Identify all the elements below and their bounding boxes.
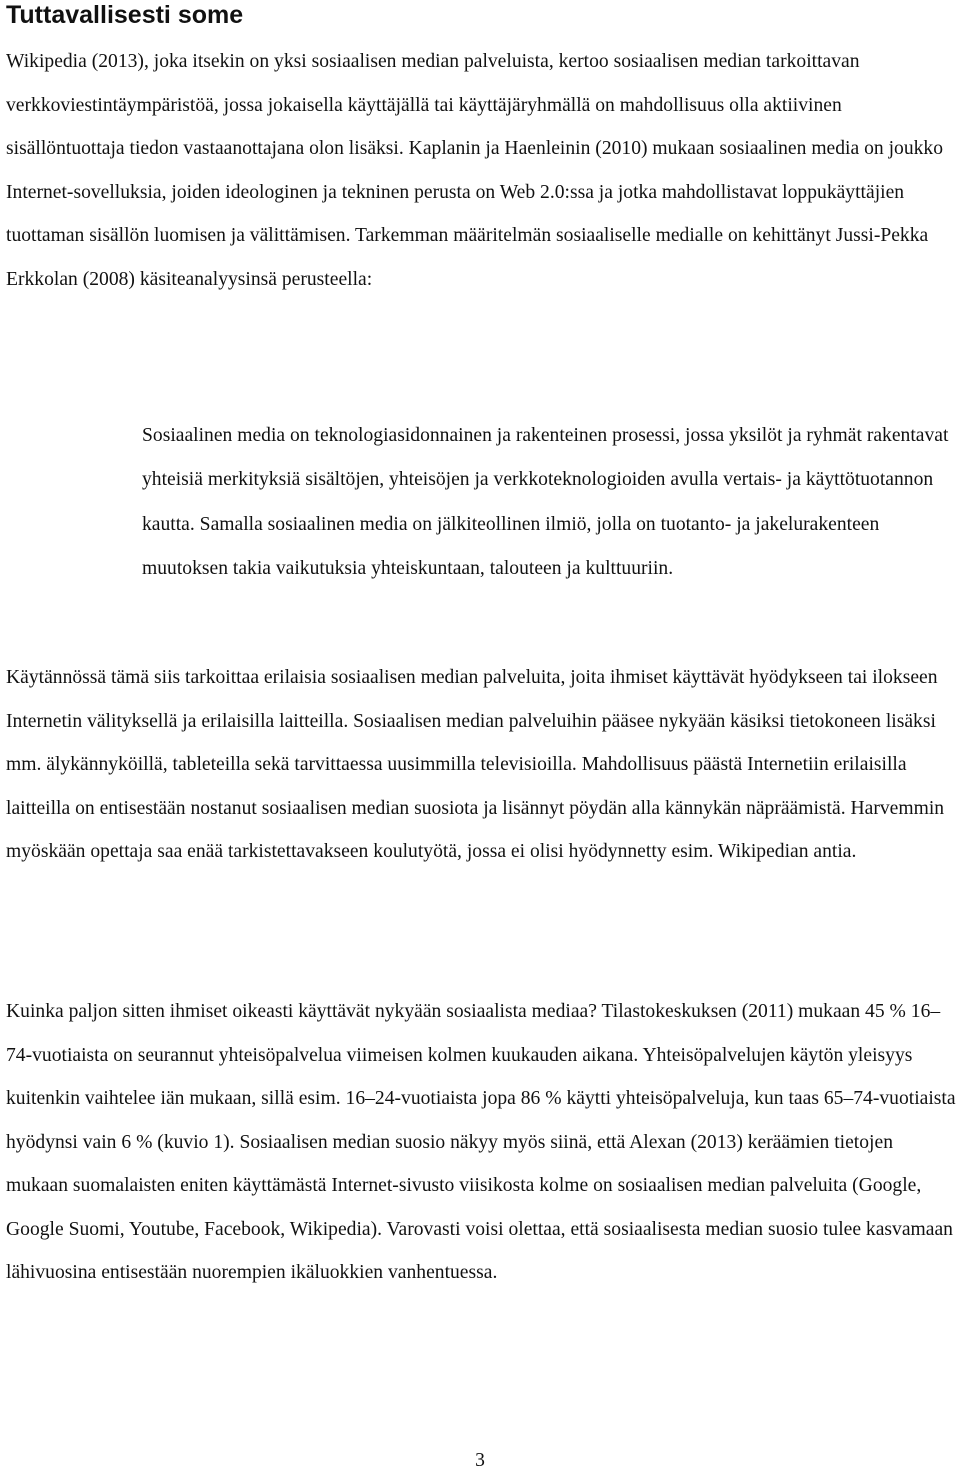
block-quote: Sosiaalinen media on teknologiasidonnainen ja rakenteinen prosessi, jossa yksilöt ja ryhmät rakentavat yhteisiä merkityksiä sisältöjen, yhteisöjen ja verkkoteknologioiden avulla vertais- ja käyttötuotannon kautta. Samalla sosiaalinen media on jälkiteollinen ilmiö, jolla on tuotanto- ja jakelurakenteen muutoksen takia vaikutuksia yhteiskuntaan, talouteen ja kulttuuriin. <box>142 425 949 579</box>
section-heading: Tuttavallisesti some <box>6 1 244 29</box>
paragraph-statistics: Kuinka paljon sitten ihmiset oikeasti käyttävät nykyään sosiaalista mediaa? Tilastokeskuksen (2011) mukaan 45 % 16–74-vuotiaista on seurannut yhteisöpalvelua viimeisen kolmen kuukauden aikana. Yhteisöpalvelujen käytön yleisyys kuitenkin vaihtelee iän mukaan, sillä esim. 16–24-vuotiaista jopa 86 % käytti yhteisöpalveluja, kun taas 65–74-vuotiaista hyödynsi vain 6 % (kuvio 1). Sosiaalisen median suosio näkyy myös siinä, että Alexan (2013) keräämien tietojen mukaan suomalaisten eniten käyttämästä Internet-sivusto viisikosta kolme on sosiaalisen median palveluita (Google, Google Suomi, Youtube, Facebook, Wikipedia). Varovasti voisi olettaa, että sosiaalisesta median suosio tulee kasvamaan lähivuosina entisestään nuorempien ikäluokkien vanhentuessa. <box>6 1001 956 1283</box>
page-number: 3 <box>475 1450 485 1471</box>
paragraph-intro: Wikipedia (2013), joka itsekin on yksi sosiaalisen median palveluista, kertoo sosiaalisen median tarkoittavan verkkoviestintäympäristöä, jossa jokaisella käyttäjällä tai käyttäjäryhmällä on mahdollisuus olla aktiivinen sisällöntuottaja tiedon vastaanottajana olon lisäksi. Kaplanin ja Haenleinin (2010) mukaan sosiaalinen media on joukko Internet-sovelluksia, joiden ideologinen ja tekninen perusta on Web 2.0:ssa ja jotka mahdollistavat loppukäyttäjien tuottaman sisällön luomisen ja välittämisen. Tarkemman määritelmän sosiaaliselle medialle on kehittänyt Jussi-Pekka Erkkolan (2008) käsiteanalyysinsä perusteella: <box>6 51 944 290</box>
paragraph-usage: Käytännössä tämä siis tarkoittaa erilaisia sosiaalisen median palveluita, joita ihmiset käyttävät hyödykseen tai ilokseen Internetin välityksellä ja erilaisilla laitteilla. Sosiaalisen median palveluihin pääsee nykyään käsiksi tietokoneen lisäksi mm. älykännyköillä, tableteilla sekä tarvittaessa uusimmilla televisioilla. Mahdollisuus päästä Internetiin erilaisilla laitteilla on entisestään nostanut sosiaalisen median suosiota ja lisännyt pöydän alla kännykän näpräämistä. Harvemmin myöskään opettaja saa enää tarkistettavakseen koulutyötä, jossa ei olisi hyödynnetty esim. Wikipedian antia. <box>6 667 945 862</box>
